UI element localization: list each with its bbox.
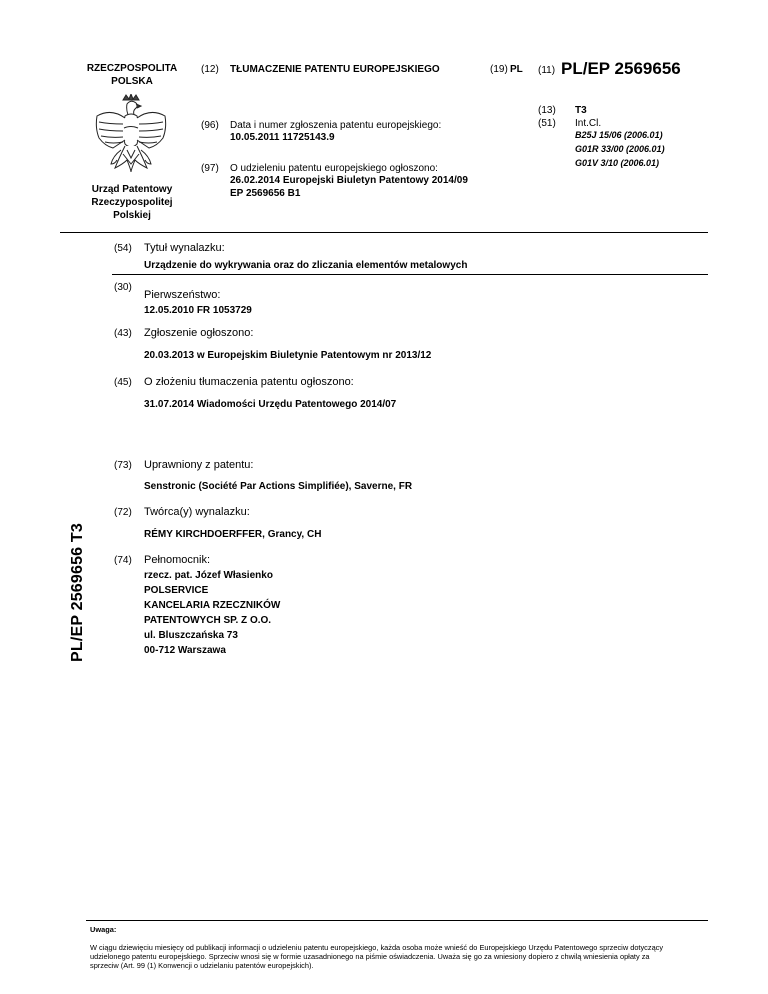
title-divider — [112, 274, 708, 275]
priority-label: (30) — [114, 282, 132, 293]
inventor-heading: Twórca(y) wynalazku: — [144, 506, 250, 518]
publication-heading: O złożeniu tłumaczenia patentu ogłoszono: — [144, 376, 354, 388]
application-heading: Data i numer zgłoszenia patentu europejskiego: — [230, 120, 442, 131]
country-code: PL — [510, 64, 523, 75]
attorney-heading: Pełnomocnik: — [144, 554, 211, 566]
notice-text: W ciągu dziewięciu miesięcy od publikacji informacji o udzieleniu patentu europejskiego, każda osoba może wnieść do Europejskiego Urzędu Patentowego sprzeciw dotyczący udzielonego patentu europejskiego. Sprzeciw wnosi się w formie uzasadnionego na piśmie oświadczenia. Uważa się go za wniesiony dopiero z chwilą wniesienia opłaty za sprzeciw (Art. 99 (1) Konwencji o udzielaniu patentów europejskich). — [90, 943, 664, 970]
grant-label: (97) — [201, 163, 219, 174]
intcl-label: (51) — [538, 118, 556, 129]
kind-label: (13) — [538, 105, 556, 116]
inventor-label: (72) — [114, 507, 132, 518]
owner-label: (73) — [114, 460, 132, 471]
owner-value: Senstronic (Société Par Actions Simplifiée), Saverne, FR — [144, 481, 413, 492]
title-label: (54) — [114, 243, 132, 254]
doc-type: TŁUMACZENIE PATENTU EUROPEJSKIEGO — [230, 64, 440, 75]
country-code-label: (19) — [490, 64, 508, 75]
priority-heading: Pierwszeństwo: — [144, 289, 221, 301]
country-name: RZECZPOSPOLITA POLSKA — [86, 63, 178, 87]
publication-value: 31.07.2014 Wiadomości Urzędu Patentowego 2014/07 — [144, 399, 397, 410]
grant-heading: O udzieleniu patentu europejskiego ogłoszono: — [230, 163, 438, 174]
attorney-details: rzecz. pat. Józef Własienko POLSERVICE KANCELARIA RZECZNIKÓW PATENTOWYCH SP. Z O.O. ul. Bluszczańska 73 00-712 Warszawa — [144, 570, 281, 656]
title-heading: Tytuł wynalazku: — [144, 242, 225, 254]
filed-heading: Zgłoszenie ogłoszono: — [144, 327, 254, 339]
application-value: 10.05.2011 11725143.9 — [230, 132, 335, 143]
invention-title: Urządzenie do wykrywania oraz do zliczania elementów metalowych — [144, 260, 468, 271]
kind-code: T3 — [575, 105, 587, 116]
header-divider — [60, 232, 708, 233]
notice-divider — [86, 920, 708, 921]
publication-label: (45) — [114, 377, 132, 388]
grant-value: 26.02.2014 Europejski Biuletyn Patentowy 2014/09 EP 2569656 B1 — [230, 175, 468, 199]
classification-list: B25J 15/06 (2006.01) G01R 33/00 (2006.01) G01V 3/10 (2006.01) — [575, 130, 665, 168]
notice-heading: Uwaga: — [90, 925, 117, 934]
patent-number-label: (11) — [538, 65, 556, 76]
eagle-emblem-icon — [93, 94, 169, 180]
filed-label: (43) — [114, 328, 132, 339]
filed-value: 20.03.2013 w Europejskim Biuletynie Patentowym nr 2013/12 — [144, 350, 432, 361]
owner-heading: Uprawniony z patentu: — [144, 459, 254, 471]
attorney-label: (74) — [114, 555, 132, 566]
doc-type-code: (12) — [201, 64, 219, 75]
inventor-value: RÉMY KIRCHDOERFFER, Grancy, CH — [144, 529, 322, 540]
intcl-title: Int.Cl. — [575, 118, 602, 129]
patent-office-name: Urząd Patentowy Rzeczypospolitej Polskiej — [91, 184, 173, 221]
patent-number: PL/EP 2569656 — [561, 59, 681, 78]
application-label: (96) — [201, 120, 219, 131]
priority-value: 12.05.2010 FR 1053729 — [144, 305, 252, 316]
side-patent-label: PL/EP 2569656 T3 — [69, 523, 86, 662]
